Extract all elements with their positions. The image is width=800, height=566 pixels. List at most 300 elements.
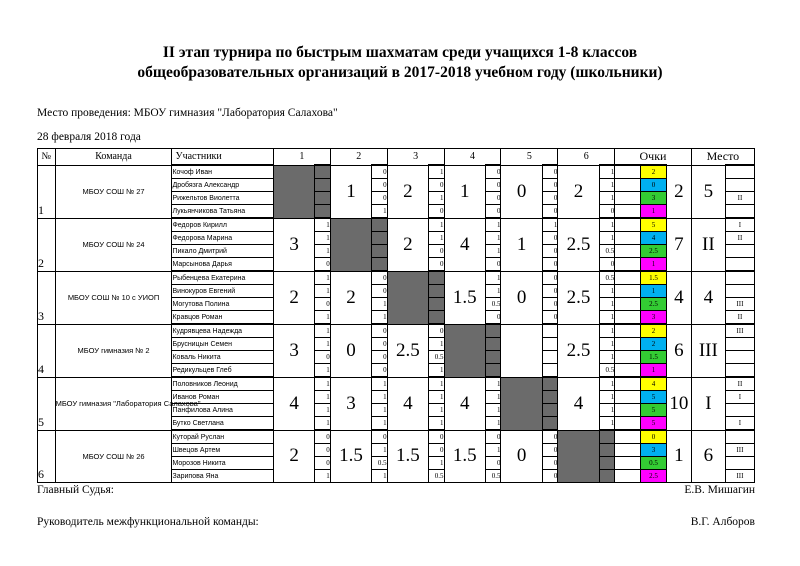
game-result xyxy=(542,351,558,364)
spacer-cell xyxy=(615,430,641,444)
game-result: 0.5 xyxy=(429,351,445,364)
self-cell xyxy=(429,298,445,311)
game-result: 0 xyxy=(485,192,501,205)
player-name: Рижельтов Виолетта xyxy=(172,192,273,205)
individual-points: 5 xyxy=(641,404,667,417)
self-cell xyxy=(315,192,331,205)
game-result: 1 xyxy=(315,232,331,245)
game-result: 1 xyxy=(315,470,331,483)
individual-points: 0 xyxy=(641,430,667,444)
player-name: Иванов Роман xyxy=(172,391,273,404)
head-label: Руководитель межфункциональной команды: xyxy=(37,516,259,528)
game-result: 1 xyxy=(599,165,615,179)
page-title-line2: общеобразовательных организаций в 2017-2018 учебном году (школьники) xyxy=(137,64,663,81)
table-row xyxy=(38,377,755,391)
match-score: 3 xyxy=(273,218,314,271)
team-name: МБОУ СОШ № 26 xyxy=(55,430,172,483)
spacer-cell xyxy=(615,192,641,205)
individual-points: 4 xyxy=(641,377,667,391)
game-result: 0 xyxy=(429,324,445,338)
results-table xyxy=(37,148,755,483)
table-row xyxy=(38,324,755,338)
spacer-cell xyxy=(615,245,641,258)
player-rank: III xyxy=(725,470,754,483)
spacer-cell xyxy=(615,457,641,470)
match-score: 2.5 xyxy=(558,324,599,377)
individual-points: 3 xyxy=(641,444,667,457)
venue: Место проведения: МБОУ гимназия "Лаборатория Салахова" xyxy=(37,107,338,119)
game-result: 0 xyxy=(599,205,615,219)
match-score: 1.5 xyxy=(444,430,485,483)
game-result: 1 xyxy=(315,404,331,417)
self-cell xyxy=(599,457,615,470)
individual-points: 1 xyxy=(641,285,667,298)
player-rank: III xyxy=(725,298,754,311)
game-result: 0 xyxy=(542,232,558,245)
spacer-cell xyxy=(615,179,641,192)
self-cell xyxy=(429,285,445,298)
game-result: 0 xyxy=(485,165,501,179)
player-name: Могутова Полина xyxy=(172,298,273,311)
spacer-cell xyxy=(615,298,641,311)
game-result: 1 xyxy=(315,311,331,325)
judge-name: Е.В. Мишагин xyxy=(684,484,755,496)
self-cell xyxy=(542,391,558,404)
team-number: 1 xyxy=(38,165,56,218)
self-cell xyxy=(429,311,445,325)
individual-points: 2.5 xyxy=(641,470,667,483)
self-cell xyxy=(315,205,331,219)
player-name: Кочоф Иван xyxy=(172,165,273,179)
player-name: Швецов Артем xyxy=(172,444,273,457)
match-score: 4 xyxy=(444,377,485,430)
date: 28 февраля 2018 года xyxy=(37,131,141,143)
head-line xyxy=(37,516,755,528)
individual-points: 5 xyxy=(641,417,667,431)
self-cell xyxy=(372,245,388,258)
player-rank xyxy=(725,271,754,285)
game-result: 0 xyxy=(485,205,501,219)
match-score: 0 xyxy=(501,430,542,483)
game-result xyxy=(542,338,558,351)
player-name: Куторай Руслан xyxy=(172,430,273,444)
self-match-cell xyxy=(444,324,485,377)
game-result: 0 xyxy=(429,179,445,192)
game-result: 0 xyxy=(372,324,388,338)
self-match-cell xyxy=(501,377,542,430)
game-result: 0 xyxy=(429,205,445,219)
game-result: 1 xyxy=(429,218,445,232)
game-result: 1 xyxy=(315,285,331,298)
spacer-cell xyxy=(615,364,641,378)
game-result: 0 xyxy=(542,179,558,192)
match-score: 2.5 xyxy=(387,324,428,377)
game-result: 1 xyxy=(599,298,615,311)
individual-points: 5 xyxy=(641,391,667,404)
judge-line xyxy=(37,484,755,496)
spacer-cell xyxy=(615,338,641,351)
game-result: 0 xyxy=(315,444,331,457)
spacer-cell xyxy=(615,324,641,338)
player-name: Пикало Дмитрий xyxy=(172,245,273,258)
match-score: 2 xyxy=(387,165,428,218)
game-result: 0 xyxy=(485,457,501,470)
self-cell xyxy=(485,351,501,364)
header-place: Место xyxy=(691,149,754,166)
game-result: 0 xyxy=(429,430,445,444)
game-result: 0 xyxy=(542,258,558,272)
spacer-cell xyxy=(615,351,641,364)
game-result: 0 xyxy=(315,430,331,444)
team-name: МБОУ гимназия "Лаборатория Салахова" xyxy=(55,377,172,430)
table-row xyxy=(38,271,755,285)
player-rank xyxy=(725,179,754,192)
team-place: I xyxy=(691,377,725,430)
player-name: Дробязга Александр xyxy=(172,179,273,192)
game-result: 0 xyxy=(542,298,558,311)
player-name: Кудрявцева Надежда xyxy=(172,324,273,338)
game-result: 1 xyxy=(485,285,501,298)
game-result: 0 xyxy=(372,430,388,444)
match-score: 1.5 xyxy=(444,271,485,324)
game-result: 0.5 xyxy=(485,470,501,483)
game-result: 1 xyxy=(372,404,388,417)
team-points: 4 xyxy=(666,271,691,324)
team-name: МБОУ СОШ № 10 с УИОП xyxy=(55,271,172,324)
game-result: 1 xyxy=(485,271,501,285)
match-score: 2.5 xyxy=(558,271,599,324)
game-result: 1 xyxy=(372,205,388,219)
game-result: 1 xyxy=(315,271,331,285)
player-rank xyxy=(725,245,754,258)
game-result: 0.5 xyxy=(599,271,615,285)
spacer-cell xyxy=(615,218,641,232)
game-result: 1 xyxy=(599,404,615,417)
self-cell xyxy=(315,179,331,192)
player-name: Панфилова Алина xyxy=(172,404,273,417)
individual-points: 3 xyxy=(641,311,667,325)
spacer-cell xyxy=(615,417,641,431)
player-rank: I xyxy=(725,391,754,404)
game-result: 1 xyxy=(315,364,331,378)
player-rank xyxy=(725,457,754,470)
player-name: Коваль Никита xyxy=(172,351,273,364)
game-result: 1 xyxy=(315,391,331,404)
team-place: III xyxy=(691,324,725,377)
game-result: 1 xyxy=(372,311,388,325)
game-result: 1 xyxy=(429,377,445,391)
game-result: 1 xyxy=(372,444,388,457)
game-result: 0 xyxy=(315,457,331,470)
game-result: 1 xyxy=(372,391,388,404)
match-score: 4 xyxy=(444,218,485,271)
self-cell xyxy=(372,258,388,272)
match-score: 2 xyxy=(273,271,314,324)
player-name: Федорова Марина xyxy=(172,232,273,245)
game-result: 1 xyxy=(429,457,445,470)
game-result: 0 xyxy=(315,258,331,272)
team-place: 5 xyxy=(691,165,725,218)
spacer-cell xyxy=(615,205,641,219)
team-name: МБОУ СОШ № 24 xyxy=(55,218,172,271)
game-result: 1 xyxy=(429,404,445,417)
match-score: 0 xyxy=(330,324,371,377)
game-result: 1 xyxy=(599,324,615,338)
table-row xyxy=(38,430,755,444)
game-result: 0 xyxy=(372,351,388,364)
individual-points: 2 xyxy=(641,324,667,338)
team-points: 2 xyxy=(666,165,691,218)
game-result: 0 xyxy=(542,165,558,179)
team-number: 5 xyxy=(38,377,56,430)
header-points: Очки xyxy=(615,149,692,166)
game-result: 1 xyxy=(485,245,501,258)
player-rank: I xyxy=(725,218,754,232)
individual-points: 2.5 xyxy=(641,245,667,258)
spacer-cell xyxy=(615,391,641,404)
self-cell xyxy=(485,364,501,378)
team-number: 2 xyxy=(38,218,56,271)
individual-points: 1 xyxy=(641,364,667,378)
match-score: 4 xyxy=(273,377,314,430)
game-result: 0 xyxy=(485,311,501,325)
game-result: 1 xyxy=(485,232,501,245)
player-name: Рыбенцева Екатерина xyxy=(172,271,273,285)
game-result: 1 xyxy=(372,417,388,431)
player-name: Лукьянчикова Татьяна xyxy=(172,205,273,219)
player-rank xyxy=(725,338,754,351)
self-match-cell xyxy=(330,218,371,271)
game-result: 1 xyxy=(315,377,331,391)
spacer-cell xyxy=(615,165,641,179)
player-rank: I xyxy=(725,417,754,431)
player-rank: III xyxy=(725,444,754,457)
match-score: 3 xyxy=(330,377,371,430)
match-score: 1.5 xyxy=(330,430,371,483)
game-result: 0 xyxy=(372,165,388,179)
self-cell xyxy=(542,404,558,417)
player-rank xyxy=(725,430,754,444)
match-score: 1.5 xyxy=(387,430,428,483)
individual-points: 2 xyxy=(641,338,667,351)
game-result: 0 xyxy=(372,271,388,285)
match-score: 1 xyxy=(330,165,371,218)
team-place: II xyxy=(691,218,725,271)
individual-points: 1 xyxy=(641,205,667,219)
individual-points: 1.5 xyxy=(641,351,667,364)
player-rank xyxy=(725,258,754,272)
header-row xyxy=(38,149,755,166)
header-round-3: 3 xyxy=(387,149,444,166)
game-result: 1 xyxy=(485,444,501,457)
game-result: 0.5 xyxy=(372,457,388,470)
game-result: 1 xyxy=(429,364,445,378)
team-points: 10 xyxy=(666,377,691,430)
game-result: 1 xyxy=(429,417,445,431)
game-result: 1 xyxy=(315,245,331,258)
player-name: Редикульцев Глеб xyxy=(172,364,273,378)
game-result: 1 xyxy=(599,311,615,325)
game-result: 0 xyxy=(429,444,445,457)
team-number: 4 xyxy=(38,324,56,377)
spacer-cell xyxy=(615,271,641,285)
team-place: 4 xyxy=(691,271,725,324)
team-name: МБОУ СОШ № 27 xyxy=(55,165,172,218)
header-round-6: 6 xyxy=(558,149,615,166)
team-name: МБОУ гимназия № 2 xyxy=(55,324,172,377)
match-score: 4 xyxy=(558,377,599,430)
player-name: Винокуров Евгений xyxy=(172,285,273,298)
header-round-4: 4 xyxy=(444,149,501,166)
team-number: 6 xyxy=(38,430,56,483)
player-rank: II xyxy=(725,192,754,205)
game-result: 0 xyxy=(485,258,501,272)
match-score: 4 xyxy=(387,377,428,430)
game-result: 1 xyxy=(429,338,445,351)
game-result: 1 xyxy=(599,218,615,232)
game-result: 1 xyxy=(372,470,388,483)
match-score: 2 xyxy=(558,165,599,218)
game-result: 1 xyxy=(485,391,501,404)
player-rank xyxy=(725,285,754,298)
player-rank xyxy=(725,165,754,179)
team-number: 3 xyxy=(38,271,56,324)
player-name: Брусницын Семен xyxy=(172,338,273,351)
game-result: 0 xyxy=(542,470,558,483)
spacer-cell xyxy=(615,258,641,272)
player-name: Кравцов Роман xyxy=(172,311,273,325)
game-result: 1 xyxy=(315,324,331,338)
self-cell xyxy=(429,271,445,285)
game-result: 1 xyxy=(429,165,445,179)
player-name: Зарипова Яна xyxy=(172,470,273,483)
self-cell xyxy=(542,377,558,391)
spacer-cell xyxy=(615,285,641,298)
self-cell xyxy=(599,430,615,444)
self-cell xyxy=(315,165,331,179)
player-name: Половников Леонид xyxy=(172,377,273,391)
game-result: 1 xyxy=(315,338,331,351)
game-result: 1 xyxy=(315,417,331,431)
game-result: 0 xyxy=(542,457,558,470)
match-score: 1 xyxy=(501,218,542,271)
self-cell xyxy=(599,444,615,457)
spacer-cell xyxy=(615,232,641,245)
match-score: 3 xyxy=(273,324,314,377)
game-result: 1 xyxy=(372,377,388,391)
game-result: 1 xyxy=(599,391,615,404)
game-result: 1 xyxy=(485,377,501,391)
player-name: Бутко Светлана xyxy=(172,417,273,431)
individual-points: 1.5 xyxy=(641,271,667,285)
player-name: Федоров Кирилл xyxy=(172,218,273,232)
game-result: 0 xyxy=(542,205,558,219)
spacer-cell xyxy=(615,470,641,483)
game-result: 0 xyxy=(372,364,388,378)
game-result: 1 xyxy=(429,192,445,205)
game-result: 1 xyxy=(599,285,615,298)
game-result: 0 xyxy=(372,338,388,351)
game-result: 0 xyxy=(485,179,501,192)
header-round-2: 2 xyxy=(330,149,387,166)
game-result: 0.5 xyxy=(485,298,501,311)
match-score: 1 xyxy=(444,165,485,218)
game-result: 0 xyxy=(485,430,501,444)
self-cell xyxy=(372,232,388,245)
player-name: Морозов Никита xyxy=(172,457,273,470)
team-points: 7 xyxy=(666,218,691,271)
self-match-cell xyxy=(273,165,314,218)
game-result: 0 xyxy=(542,285,558,298)
player-rank xyxy=(725,364,754,378)
self-cell xyxy=(599,470,615,483)
game-result: 0 xyxy=(542,430,558,444)
header-round-1: 1 xyxy=(273,149,330,166)
individual-points: 5 xyxy=(641,218,667,232)
game-result: 0 xyxy=(542,311,558,325)
individual-points: 1 xyxy=(641,258,667,272)
game-result xyxy=(542,324,558,338)
table-row xyxy=(38,218,755,232)
spacer-cell xyxy=(615,444,641,457)
individual-points: 4 xyxy=(641,232,667,245)
spacer-cell xyxy=(615,404,641,417)
game-result: 1 xyxy=(599,351,615,364)
game-result: 1 xyxy=(429,232,445,245)
game-result: 1 xyxy=(542,218,558,232)
self-cell xyxy=(485,338,501,351)
player-rank: III xyxy=(725,324,754,338)
self-cell xyxy=(485,324,501,338)
match-score xyxy=(501,324,542,377)
game-result: 0 xyxy=(542,245,558,258)
game-result: 0 xyxy=(429,258,445,272)
match-score: 2 xyxy=(387,218,428,271)
game-result: 1 xyxy=(429,391,445,404)
game-result: 1 xyxy=(372,298,388,311)
game-result: 0 xyxy=(429,245,445,258)
team-points: 1 xyxy=(666,430,691,483)
player-rank xyxy=(725,351,754,364)
game-result: 0 xyxy=(372,285,388,298)
page-title-line1: II этап турнира по быстрым шахматам среди учащихся 1-8 классов xyxy=(162,44,638,61)
game-result: 0 xyxy=(599,258,615,272)
table-row xyxy=(38,165,755,179)
player-rank: II xyxy=(725,377,754,391)
game-result: 0 xyxy=(372,192,388,205)
individual-points: 3 xyxy=(641,192,667,205)
individual-points: 2 xyxy=(641,165,667,179)
game-result: 0 xyxy=(315,298,331,311)
match-score: 2 xyxy=(273,430,314,483)
header-no: № xyxy=(38,149,56,166)
game-result xyxy=(542,364,558,378)
game-result: 0 xyxy=(542,192,558,205)
team-place: 6 xyxy=(691,430,725,483)
game-result: 1 xyxy=(599,179,615,192)
game-result: 0.5 xyxy=(429,470,445,483)
game-result: 1 xyxy=(599,417,615,431)
match-score: 2 xyxy=(330,271,371,324)
results-body xyxy=(38,165,755,483)
game-result: 0.5 xyxy=(599,245,615,258)
game-result: 1 xyxy=(599,338,615,351)
individual-points: 2.5 xyxy=(641,298,667,311)
match-score: 0 xyxy=(501,165,542,218)
individual-points: 0.5 xyxy=(641,457,667,470)
individual-points: 0 xyxy=(641,179,667,192)
game-result: 1 xyxy=(599,377,615,391)
